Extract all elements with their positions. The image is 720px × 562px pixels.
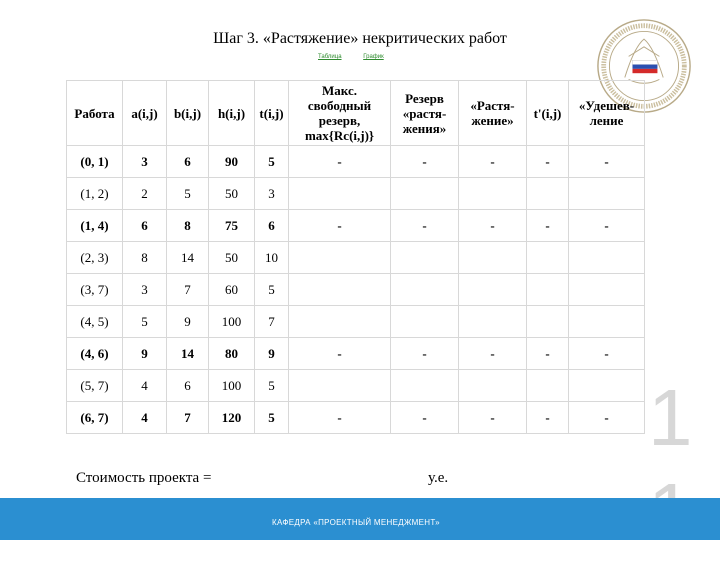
table-cell: - (289, 210, 391, 242)
column-header: «Растя-жение» (459, 81, 527, 146)
table-cell: 5 (255, 146, 289, 178)
table-cell: (5, 7) (67, 370, 123, 402)
table-cell: 75 (209, 210, 255, 242)
nav-links (318, 54, 404, 60)
table-cell (569, 274, 645, 306)
table-cell: 6 (167, 370, 209, 402)
table-cell: - (459, 402, 527, 434)
table-cell: 9 (167, 306, 209, 338)
table-cell: - (569, 338, 645, 370)
table-cell: 14 (167, 338, 209, 370)
table-cell: 50 (209, 178, 255, 210)
table-cell (459, 274, 527, 306)
table-cell (391, 274, 459, 306)
table-cell: 3 (255, 178, 289, 210)
table-cell (391, 306, 459, 338)
table-cell: - (569, 146, 645, 178)
table-cell: (2, 3) (67, 242, 123, 274)
work-stretching-table (66, 80, 645, 434)
table-row (67, 210, 645, 242)
table-cell: 2 (123, 178, 167, 210)
table-cell: - (569, 210, 645, 242)
table-cell: 100 (209, 370, 255, 402)
table-cell: - (459, 338, 527, 370)
table-cell: 4 (123, 402, 167, 434)
column-header: b(i,j) (167, 81, 209, 146)
table-row (67, 274, 645, 306)
table-cell (289, 178, 391, 210)
table-cell (527, 370, 569, 402)
table-cell (391, 370, 459, 402)
table-cell: (4, 6) (67, 338, 123, 370)
table-row (67, 306, 645, 338)
link-chart[interactable]: График (363, 54, 384, 60)
table-cell (289, 306, 391, 338)
table-cell: (0, 1) (67, 146, 123, 178)
table-cell: - (391, 210, 459, 242)
table-cell: 6 (123, 210, 167, 242)
table-cell: 50 (209, 242, 255, 274)
table-cell: 8 (123, 242, 167, 274)
table-cell: - (527, 210, 569, 242)
table-row (67, 178, 645, 210)
table-cell: (3, 7) (67, 274, 123, 306)
page-number: 1 (648, 373, 693, 462)
table-cell: 6 (167, 146, 209, 178)
table-cell: 3 (123, 146, 167, 178)
table-cell: - (569, 402, 645, 434)
table-cell: 90 (209, 146, 255, 178)
table-cell: - (391, 402, 459, 434)
table-cell: 9 (255, 338, 289, 370)
column-header: Резерв «растя-жения» (391, 81, 459, 146)
table-cell: 60 (209, 274, 255, 306)
table-cell: - (459, 210, 527, 242)
table-cell (569, 242, 645, 274)
column-header: a(i,j) (123, 81, 167, 146)
table-cell: 80 (209, 338, 255, 370)
column-header: h(i,j) (209, 81, 255, 146)
table-cell: - (289, 338, 391, 370)
column-header: Макс. свободный резерв, max{Rc(i,j)} (289, 81, 391, 146)
table-row (67, 402, 645, 434)
table-header-row (67, 81, 645, 146)
table-cell: 5 (255, 402, 289, 434)
table-cell: - (527, 146, 569, 178)
table-cell (459, 242, 527, 274)
table-cell (459, 178, 527, 210)
table-cell (569, 306, 645, 338)
link-table[interactable]: Таблица (318, 54, 342, 60)
table-cell (459, 306, 527, 338)
table-cell: 7 (167, 402, 209, 434)
column-header: t(i,j) (255, 81, 289, 146)
table-cell (527, 242, 569, 274)
table-cell (459, 370, 527, 402)
table-row (67, 338, 645, 370)
table-cell: (6, 7) (67, 402, 123, 434)
table-cell: 14 (167, 242, 209, 274)
table-cell (289, 242, 391, 274)
table-cell: 7 (167, 274, 209, 306)
project-cost-unit: у.е. (428, 470, 449, 486)
table-cell: 5 (255, 370, 289, 402)
table-cell: - (459, 146, 527, 178)
table-cell: 3 (123, 274, 167, 306)
table-cell: 5 (255, 274, 289, 306)
table-cell: - (391, 338, 459, 370)
table-cell: - (527, 338, 569, 370)
table-cell: (1, 2) (67, 178, 123, 210)
column-header: t'(i,j) (527, 81, 569, 146)
table-cell: 7 (255, 306, 289, 338)
table-cell (391, 242, 459, 274)
table-cell (569, 370, 645, 402)
table-cell (527, 178, 569, 210)
table-cell: - (289, 146, 391, 178)
column-header: Работа (67, 81, 123, 146)
table-cell: 10 (255, 242, 289, 274)
table-cell: 8 (167, 210, 209, 242)
project-cost-label: Стоимость проекта = (76, 470, 212, 486)
table-cell (527, 306, 569, 338)
table-row (67, 370, 645, 402)
table-cell: 9 (123, 338, 167, 370)
table-cell: (4, 5) (67, 306, 123, 338)
table-row (67, 242, 645, 274)
table-cell: - (391, 146, 459, 178)
column-header: «Удешев-ление (569, 81, 645, 146)
table-cell (391, 178, 459, 210)
footer-department: КАФЕДРА «ПРОЕКТНЫЙ МЕНЕДЖМЕНТ» (272, 518, 440, 527)
table-cell: 6 (255, 210, 289, 242)
table-cell: 120 (209, 402, 255, 434)
table-cell (289, 370, 391, 402)
table-cell (569, 178, 645, 210)
table-cell: - (289, 402, 391, 434)
table-cell: (1, 4) (67, 210, 123, 242)
table-cell (527, 274, 569, 306)
table-cell: - (527, 402, 569, 434)
table-cell: 4 (123, 370, 167, 402)
table-row (67, 146, 645, 178)
table-cell: 5 (123, 306, 167, 338)
table-cell: 100 (209, 306, 255, 338)
slide-title: Шаг 3. «Растяжение» некритических работ (213, 30, 507, 47)
table-cell (289, 274, 391, 306)
table-cell: 5 (167, 178, 209, 210)
